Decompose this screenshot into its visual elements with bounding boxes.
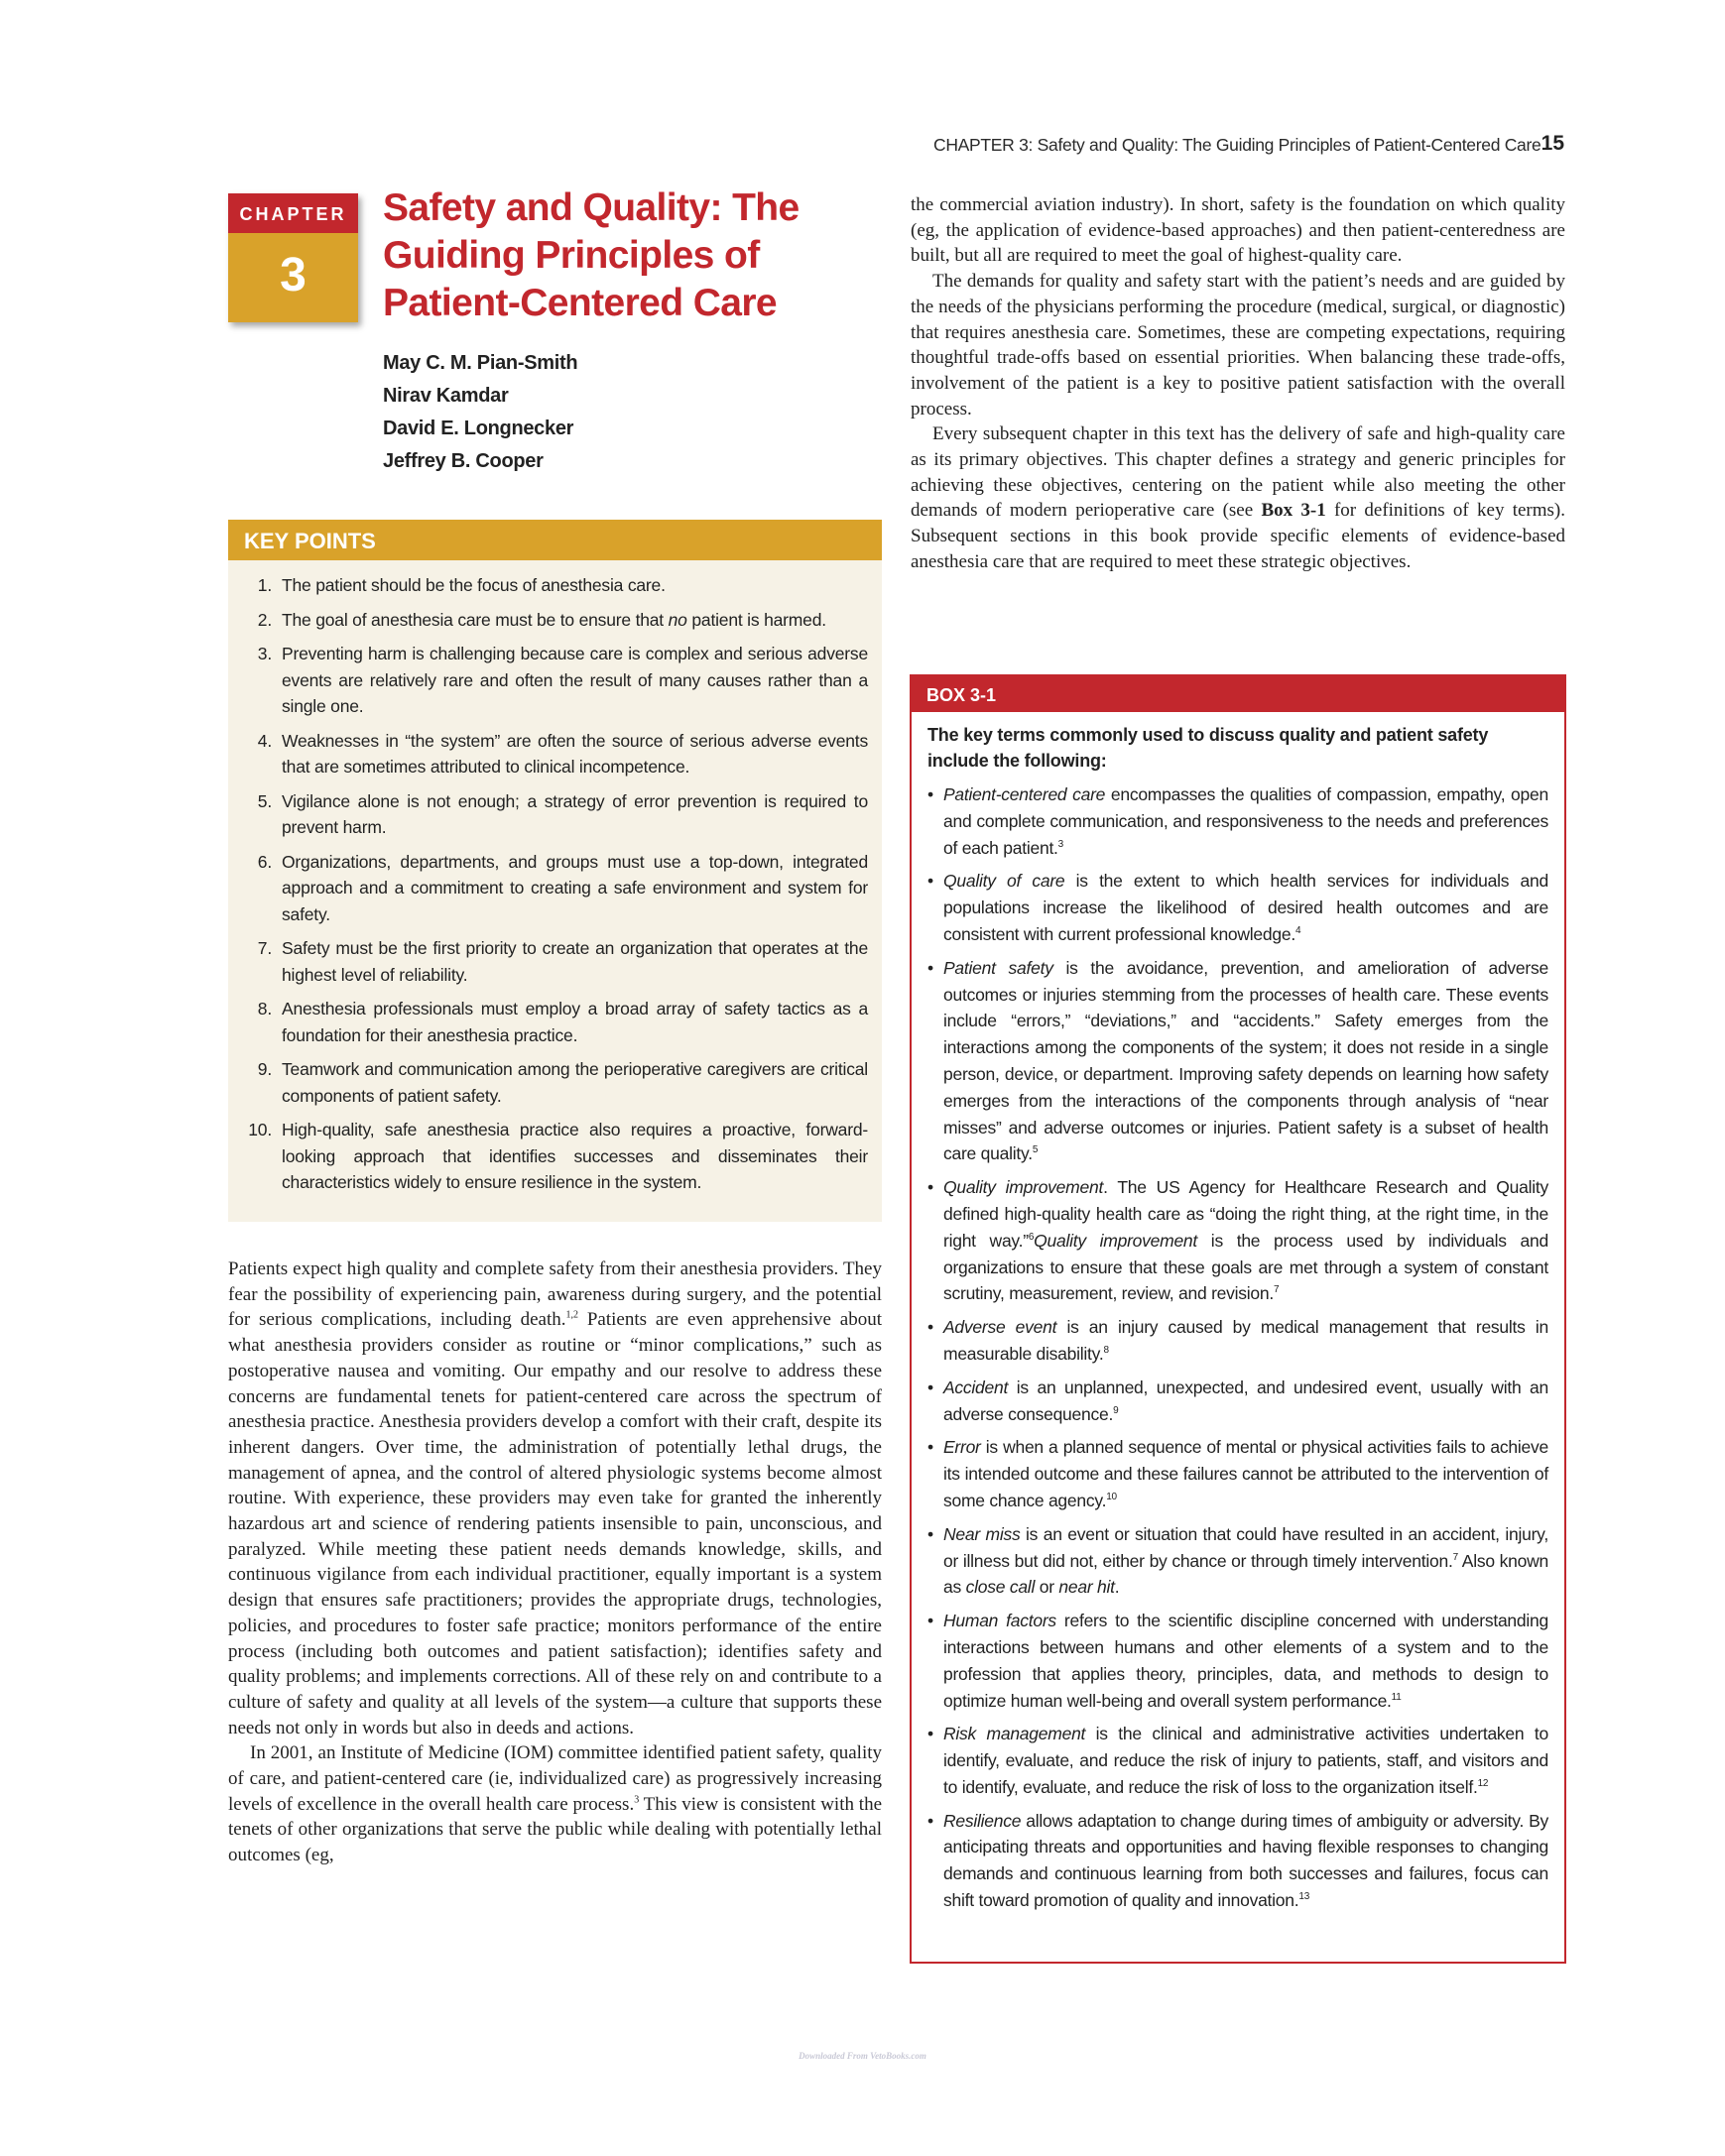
citation-ref: 5 [1032, 1144, 1039, 1156]
citation-ref: 10 [1106, 1492, 1117, 1503]
key-point-number: 1. [257, 575, 272, 595]
key-point-item [242, 728, 868, 780]
box-3-1 [910, 674, 1566, 1964]
definition-text: is the process used by individuals and organizations to ensure that these goals are met through a system of constant scrutiny, measurement, review, and revision. [943, 1230, 1548, 1304]
citation-ref: 13 [1298, 1891, 1310, 1903]
definition-item [927, 1521, 1548, 1601]
citation-ref: 11 [1391, 1691, 1402, 1703]
citation-ref: 9 [1113, 1404, 1119, 1416]
definition-text: is an unplanned, unexpected, and undesired event, usually with an adverse consequence. [943, 1377, 1548, 1424]
key-point-number: 3. [257, 644, 272, 663]
definition-term: Near miss [943, 1523, 1021, 1544]
paragraph-text: Patients are even apprehensive about what anesthesia providers consider as routine or “minor complications,” such as postoperative nausea and vomiting. Our empathy and our resolve to address these concerns are fundamental tenets for patient-centered care across the spectrum of anesthesia practice. Anesthesia providers develop a comfort with their craft, despite its inherent dangers. Over time, the administration of potentially lethal drugs, the management of apnea, and the control of altered physiologic systems become almost routine. With experience, these providers may even take for granted the inherently hazardous art and science of rendering patients insensible to pain, unconscious, and paralyzed. While meeting these patient needs demands knowledge, skills, and continuous vigilance from each individual practitioner, equally important is a system design that ensures safe practitioners; provides the appropriate drugs, technologies, policies, and procedures to foster safe practice; monitors performance of the entire process (including both outcomes and patient satisfaction); identifies safety and quality problems; and implements corrections. All of these rely on and contribute to a culture of safety and quality at all levels of the system—a culture that supports these needs not only in words but also in deeds and actions. [228, 1309, 883, 1738]
key-point-text: Preventing harm is challenging because care is complex and serious adverse events are relatively rare and often the result of many causes rather than a single one. [282, 644, 868, 716]
paragraph-text: This view is consistent with the tenets of other organizations that serve the public while dealing with potentially lethal outcomes (eg, [228, 1793, 883, 1866]
definition-text: is an event or situation that could have resulted in an accident, injury, or illness but did not, either by chance or through timely intervention. [943, 1523, 1548, 1571]
bullet-icon: • [927, 1377, 933, 1397]
author-name: David E. Longnecker [383, 418, 574, 439]
key-point-item [242, 1117, 868, 1196]
definition-text: Also known as [943, 1550, 1548, 1598]
chapter-number: 3 [228, 233, 358, 322]
bullet-icon: • [927, 871, 933, 892]
key-point-text: Weaknesses in “the system” are often the source of serious adverse events that are sometimes attributed to clinical incompetence. [282, 730, 868, 777]
key-points-box [228, 520, 882, 1222]
key-point-number: 4. [257, 730, 272, 751]
definition-term: Patient safety [943, 957, 1053, 978]
bullet-icon: • [927, 784, 933, 804]
key-point-number: 7. [257, 938, 272, 958]
definition-term: Resilience [943, 1810, 1022, 1831]
definition-item [927, 868, 1548, 947]
definition-term: Accident [943, 1377, 1009, 1397]
key-point-item [242, 572, 868, 599]
definition-term: close call [965, 1577, 1036, 1598]
box-title: BOX 3-1 [912, 676, 1564, 712]
definition-text: is an injury caused by medical management that results in measurable disability. [943, 1317, 1548, 1364]
body-paragraph [911, 192, 1565, 269]
key-point-item [242, 996, 868, 1048]
box-intro: The key terms commonly used to discuss quality and patient safety include the following: [927, 725, 1489, 771]
chapter-badge [228, 193, 358, 322]
definition-text: . [1114, 1577, 1120, 1598]
page-number: 15 [1540, 132, 1564, 155]
running-title: CHAPTER 3: Safety and Quality: The Guiding Principles of Patient-Centered Care [933, 135, 1541, 155]
watermark: Downloaded From VetoBooks.com [799, 2051, 926, 2061]
bullet-icon: • [927, 1177, 933, 1198]
key-point-text: The goal of anesthesia care must be to ensure that [282, 609, 669, 630]
paragraph-text: the commercial aviation industry). In short, safety is the foundation on which quality (eg, the application of evidence-based approaches) and then patient-centeredness are built, but all are required to meet the goal of highest-quality care. [911, 194, 1565, 267]
definition-text: is when a planned sequence of mental or physical activities fails to achieve its intended outcome and these failures cannot be attributed to the intervention of some chance agency. [943, 1437, 1548, 1510]
key-point-text: patient is harmed. [686, 609, 826, 630]
definition-item [927, 1434, 1548, 1513]
key-point-item [242, 935, 868, 988]
body-left-column [228, 1257, 882, 1868]
key-point-text: Anesthesia professionals must employ a broad array of safety tactics as a foundation for their anesthesia practice. [282, 999, 868, 1045]
author-name: Nirav Kamdar [383, 385, 509, 407]
definition-text: is the extent to which health services for individuals and populations increase the likelihood of desired health outcomes and are consistent with current professional knowledge. [943, 871, 1548, 944]
key-point-text: High-quality, safe anesthesia practice also requires a proactive, forward-looking approach that identifies successes and disseminates their characteristics widely to ensure resilience in the system. [282, 1120, 868, 1192]
key-point-item [242, 641, 868, 720]
box-content [912, 712, 1564, 1914]
definition-item [927, 1174, 1548, 1307]
definition-item [927, 1721, 1548, 1800]
citation-ref: 7 [1273, 1284, 1280, 1296]
chapter-label: CHAPTER [228, 193, 358, 233]
citation-ref: 3 [1057, 838, 1063, 850]
bullet-icon: • [927, 1810, 933, 1831]
author-list [383, 347, 577, 478]
definition-term: Quality of care [943, 871, 1065, 892]
definition-text: is the avoidance, prevention, and amelioration of adverse outcomes or injuries stemming from the processes of health care. These events include “errors,” “deviations,” and “accidents.” Safety emerges from the interactions among the components of the system; it does not reside in a single person, device, or department. Improving safety depends on learning how safety emerges from the interactions of the components through analysis of “near misses” and adverse outcomes or injuries. Patient safety is a subset of health care quality. [943, 957, 1548, 1164]
definition-item [927, 781, 1548, 861]
key-point-text: Vigilance alone is not enough; a strategy of error prevention is required to prevent harm. [282, 790, 868, 837]
key-point-number: 8. [257, 999, 272, 1018]
definition-item [927, 1608, 1548, 1714]
definition-term: Risk management [943, 1724, 1086, 1744]
definition-term: Patient-centered care [943, 784, 1106, 804]
key-point-emphasis: no [668, 609, 687, 630]
paragraph-text: The demands for quality and safety start with the patient’s needs and are guided by the needs of the physicians performing the procedure (medical, surgical, or diagnostic) that requires anesthesia care. Sometimes, these are competing expectations, requiring thoughtful trade-offs based on essential priorities. When balancing these trade-offs, involvement of the patient is a key to positive patient satisfaction with the overall process. [911, 271, 1565, 419]
body-paragraph [911, 421, 1565, 574]
citation-ref: 3 [634, 1794, 640, 1806]
bullet-icon: • [927, 1523, 933, 1544]
paragraph-text: Patients expect high quality and complete safety from their anesthesia providers. They fear the possibility of experiencing pain, awareness during surgery, and the potential for serious complications, including death. [228, 1258, 882, 1331]
definition-term: Quality improvement [1034, 1230, 1198, 1251]
definition-text: or [1035, 1577, 1059, 1598]
citation-ref: 8 [1103, 1345, 1109, 1357]
bullet-icon: • [927, 957, 933, 978]
definition-term: Quality improvement [943, 1177, 1104, 1198]
bullet-icon: • [927, 1724, 933, 1744]
definition-item [927, 1314, 1548, 1368]
definition-text: refers to the scientific discipline concerned with understanding interactions between humans and other elements of a system and to the profession that applies theory, principles, data, and methods to design to optimize human well-being and overall system performance. [943, 1611, 1549, 1711]
key-point-item [242, 849, 868, 928]
definition-term: Error [943, 1437, 981, 1458]
definition-term: Adverse event [943, 1317, 1057, 1338]
bullet-icon: • [927, 1611, 933, 1631]
body-paragraph [911, 269, 1565, 421]
citation-ref: 12 [1477, 1778, 1489, 1790]
chapter-title: Safety and Quality: The Guiding Principles of Patient-Centered Care [383, 186, 800, 324]
paragraph-text: Every subsequent chapter in this text has the delivery of safe and high-quality care as its primary objectives. This chapter defines a strategy and generic principles for achieving these objectives, centering on the patient while also meeting the other demands of modern perioperative care (see [911, 423, 1565, 522]
definition-list [927, 781, 1548, 1914]
key-points-title: KEY POINTS [228, 520, 882, 560]
key-point-number: 9. [257, 1059, 272, 1079]
citation-ref: 6 [1028, 1231, 1035, 1243]
key-point-number: 5. [257, 790, 272, 811]
citation-ref: 1,2 [565, 1310, 578, 1322]
author-name: Jeffrey B. Cooper [383, 450, 544, 472]
key-point-number: 2. [257, 609, 272, 630]
definition-text: . The US Agency for Healthcare Research and Quality defined high-quality health care as “doing the right thing, at the right time, in the right way.” [943, 1177, 1548, 1251]
definition-term: near hit [1058, 1577, 1115, 1598]
paragraph-text: In 2001, an Institute of Medicine (IOM) committee identified patient safety, quality of care, and patient-centered care (ie, individualized care) as progressively increasing levels of excellence in the overall health care process. [228, 1742, 882, 1815]
body-paragraph [228, 1257, 882, 1740]
bullet-icon: • [927, 1437, 933, 1458]
key-point-item [242, 607, 868, 634]
definition-item [927, 1375, 1548, 1428]
key-point-number: 6. [257, 851, 272, 872]
body-paragraph [228, 1740, 882, 1868]
bullet-icon: • [927, 1317, 933, 1338]
definition-text: is the clinical and administrative activities undertaken to identify, evaluate, and reduce the risk of injury to patients, staff, and visitors and to identify, evaluate, and reduce the risk of loss to the organization itself. [943, 1724, 1548, 1797]
running-header [908, 132, 1564, 165]
body-right-column [911, 192, 1565, 575]
key-point-item [242, 1056, 868, 1109]
definition-text: allows adaptation to change during times of ambiguity or adversity. By anticipating threats and opportunities and having flexible responses to changing demands and continuous learning from both successes and failures, focus can shift toward promotion of quality and innovation. [943, 1810, 1548, 1911]
definition-text: encompasses the qualities of compassion, empathy, open and complete communication, and responsiveness to the needs and preferences of each patient. [943, 784, 1548, 858]
citation-ref: 7 [1452, 1551, 1458, 1563]
key-point-text: Teamwork and communication among the perioperative caregivers are critical components of patient safety. [282, 1059, 868, 1106]
key-point-text: Safety must be the first priority to create an organization that operates at the highest level of reliability. [282, 938, 868, 985]
author-name: May C. M. Pian-Smith [383, 352, 578, 374]
citation-ref: 4 [1294, 925, 1301, 937]
key-points-list [228, 560, 882, 1196]
definition-item [927, 1808, 1548, 1914]
key-point-item [242, 788, 868, 841]
key-point-number: 10. [248, 1120, 272, 1139]
key-point-text: The patient should be the focus of anesthesia care. [282, 575, 666, 595]
key-point-text: Organizations, departments, and groups must use a top-down, integrated approach and a commitment to creating a safe environment and system for safety. [282, 851, 868, 924]
definition-item [927, 955, 1548, 1167]
definition-term: Human factors [943, 1611, 1056, 1631]
paragraph-text: for definitions of key terms). Subsequent sections in this book provide specific elements of evidence-based anesthesia care that are required to meet these strategic objectives. [911, 500, 1565, 572]
box-reference: Box 3-1 [1261, 500, 1326, 522]
